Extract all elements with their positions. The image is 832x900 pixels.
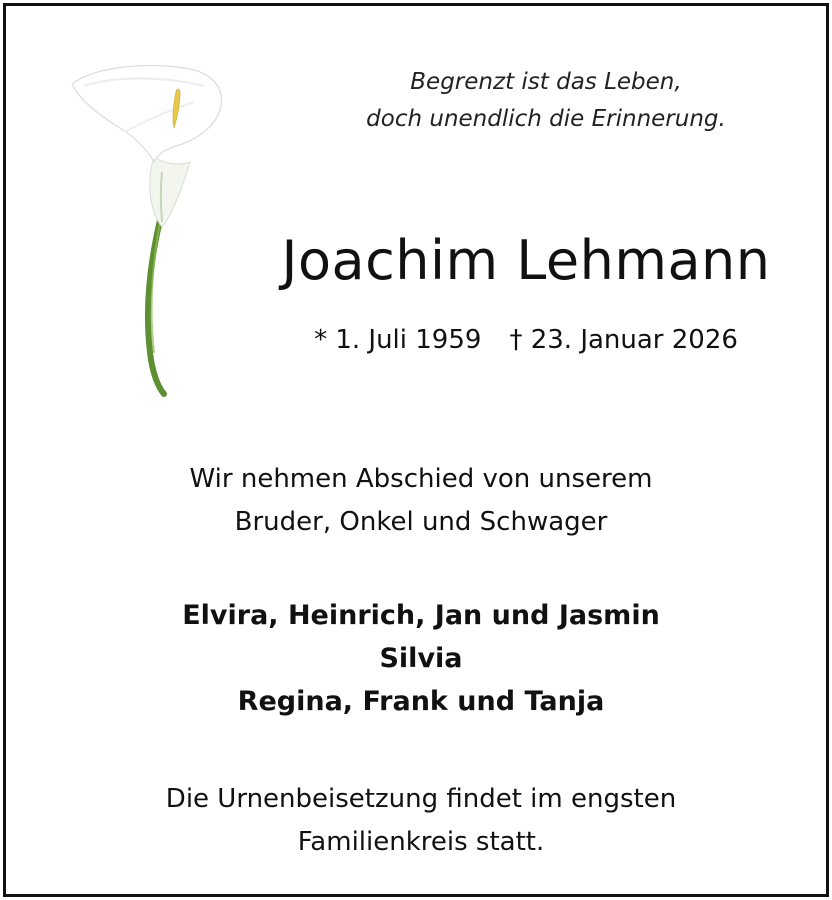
mourners-line-2: Silvia xyxy=(379,643,463,674)
burial-line-2: Familienkreis statt. xyxy=(297,827,545,857)
burial-line-1: Die Urnenbeisetzung findet im engsten xyxy=(165,784,677,814)
calla-lily-icon xyxy=(64,62,239,402)
quote-line-1: Begrenzt ist das Leben, xyxy=(410,69,682,95)
quote-line-2: doch unendlich die Erinnerung. xyxy=(366,106,726,132)
farewell-line-2: Bruder, Onkel und Schwager xyxy=(234,507,608,537)
burial-note xyxy=(46,778,796,864)
mourners-list xyxy=(46,594,796,723)
obituary-card xyxy=(3,3,829,897)
mourners-line-1: Elvira, Heinrich, Jan und Jasmin xyxy=(182,600,660,631)
farewell-text xyxy=(46,458,796,544)
deceased-name: Joachim Lehmann xyxy=(281,229,771,292)
life-dates xyxy=(266,320,786,360)
death-date: † 23. Januar 2026 xyxy=(509,325,738,355)
mourners-line-3: Regina, Frank und Tanja xyxy=(237,686,605,717)
farewell-line-1: Wir nehmen Abschied von unserem xyxy=(189,464,653,494)
epitaph-quote xyxy=(306,64,786,138)
birth-date: * 1. Juli 1959 xyxy=(314,325,482,355)
